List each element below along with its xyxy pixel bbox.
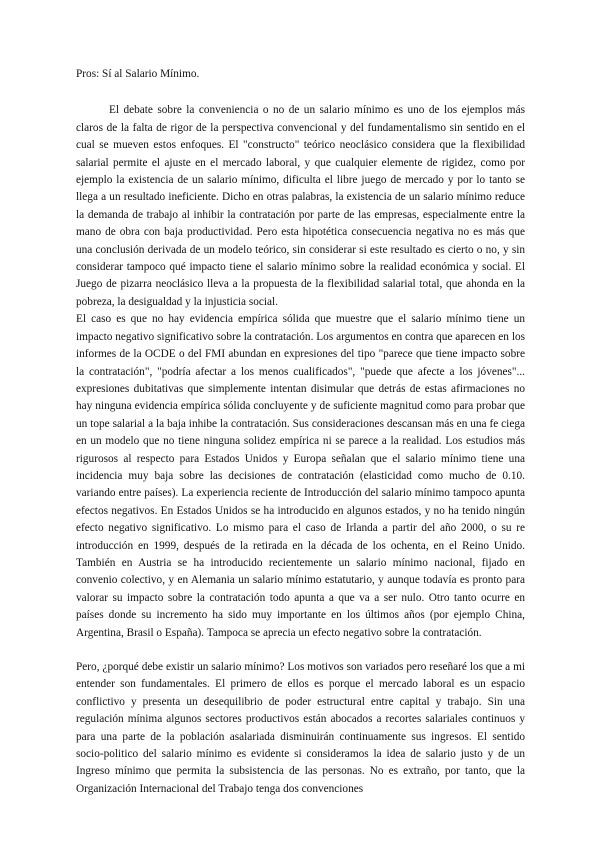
paragraph-2: El caso es que no hay evidencia empírica sólida que muestre que el salario mínimo tiene un impacto negativo significativo sobre la contratación. Los argumentos en contra que aparecen en los informes de la OCDE o del FMI abundan en expresiones del tipo "parece que tiene impacto sobre la contratación", "podría afectar a los menos cualificados", "puede que afecte a los jóvenes"... expresiones dubitativas que simplemente intentan disimular que detrás de estas afirmaciones no hay ninguna evidencia empírica sólida concluyente y de suficiente magnitud como para probar que un tope salarial a la baja inhibe la contratación. Sus consideraciones descansan más en una fe ciega en un modelo que no tiene ninguna solidez empírica ni se parece a la realidad. Los estudios más rigurosos al respecto para Estados Unidos y Europa señalan que el salario mínimo tiene una incidencia muy baja sobre las decisiones de contratación (elasticidad como mucho de 0.10. variando entre países). La experiencia reciente de Introducción del salario mínimo tampoco apunta efectos negativos. En Estados Unidos se ha introducido en algunos estados, y no ha tenido ningún efecto negativo significativo. Lo mismo para el caso de Irlanda a partir del año 2000, o su re introducción en 1999, después de la retirada en la década de los ochenta, en el Reino Unido. También en Austria se ha introducido recientemente un salario mínimo nacional, fijado en convenio colectivo, y en Alemania un salario mínimo estatutario, y aunque todavía es pronto para valorar su impacto sobre la contratación todo apunta a que va a ser nulo. Otro tanto ocurre en países donde su incremento ha sido muy importante en los últimos años (por ejemplo China, Argentina, Brasil o España). Tampoca se aprecia un efecto negativo sobre la contratación. [76,313,525,639]
paragraph-3: Pero, ¿porqué debe existir un salario mínimo? Los motivos son variados pero reseñaré los que a mi entender son fundamentales. El primero de ellos es porque el mercado laboral es un espacio conflictivo y presenta un desequilibrio de poder estructural entre capital y trabajo. Sin una regulación mínima algunos sectores productivos están abocados a recortes salariales continuos y para una parte de la población asalariada disminuirán continuamente sus ingresos. El sentido socio-politico del salario mínimo es evidente si consideramos la idea de salario justo y de un Ingreso mínimo que permita la subsistencia de las personas. No es extraño, por tanto, que la Organización Internacional del Trabajo tenga dos convenciones [76,661,525,795]
document-title: Pros: Sí al Salario Mínimo. [76,68,200,80]
paragraph-1: El debate sobre la conveniencia o no de un salario mínimo es uno de los ejemplos más claros de la falta de rigor de la perspectiva convencional y del fundamentalismo sin sentido en el cual se mueven estos enfoques. El "constructo" teórico neoclásico considera que la flexibilidad salarial permite el ajuste en el mercado laboral, y que cualquier elemente de rigidez, como por ejemplo la existencia de un salario mínimo, dificulta el libre juego de mercado y por lo tanto se llega a un resultado ineficiente. Dicho en otras palabras, la existencia de un salario mínimo reduce la demanda de trabajo al inhibir la contratación por parte de las empresas, especialmente entre la mano de obra con baja productividad. Pero esta hipotética consecuencia negativa no es más que una conclusión derivada de un modelo teórico, sin considerar si este resultado es cierto o no, y sin considerar tampoco qué impacto tiene el salario mínimo sobre la realidad económica y social. El Juego de pizarra neoclásico lleva a la propuesta de la flexibilidad salarial total, que ahonda en la pobreza, la desigualdad y la injusticia social. [76,104,525,308]
document-page [76,66,525,798]
paragraph-gap [76,642,525,659]
